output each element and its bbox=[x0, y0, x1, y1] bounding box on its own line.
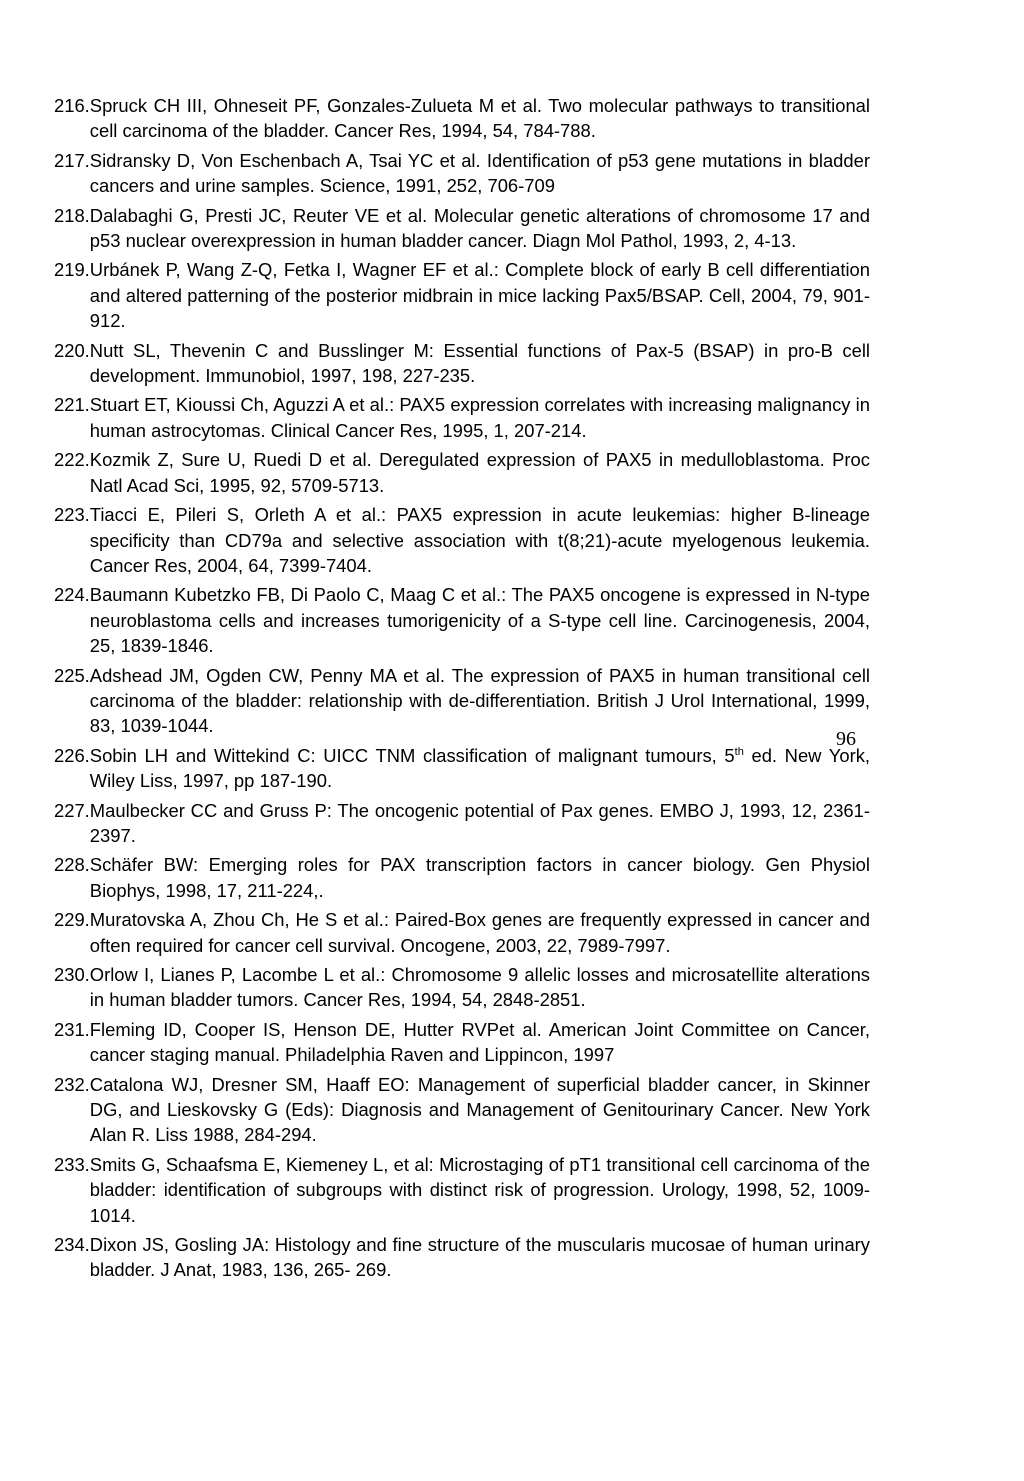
reference-item bbox=[54, 447, 870, 498]
reference-item bbox=[54, 743, 870, 794]
reference-item bbox=[54, 392, 870, 443]
reference-number: 234. bbox=[54, 1234, 90, 1256]
reference-number: 225. bbox=[54, 664, 90, 686]
page-number: 96 bbox=[836, 728, 856, 750]
reference-item bbox=[54, 907, 870, 958]
reference-number: 230. bbox=[54, 964, 90, 985]
reference-number: 222. bbox=[54, 449, 90, 471]
reference-text: Stuart ET, Kioussi Ch, Aguzzi A et al.: PAX5 expression correlates with increasing malignancy in human astrocytomas. Clinical Cancer Res, 1995, 1, 207-214. bbox=[89, 394, 870, 441]
reference-item bbox=[54, 852, 870, 903]
reference-item bbox=[54, 93, 870, 144]
reference-number: 224. bbox=[54, 584, 90, 606]
reference-number: 221. bbox=[54, 394, 90, 416]
reference-text: Schäfer BW: Emerging roles for PAX transcription factors in cancer biology. Gen Physiol Biophys, 1998, 17, 211-224,. bbox=[89, 854, 870, 901]
reference-number: 223. bbox=[54, 504, 90, 526]
reference-text-part: ed. New York, Wiley Liss, 1997, pp 187-190. bbox=[89, 744, 871, 792]
reference-number: 217. bbox=[54, 149, 90, 171]
reference-text: Muratovska A, Zhou Ch, He S et al.: Paired-Box genes are frequently expressed in cancer and often required for cancer cell survival. Oncogene, 2003, 22, 7989-7997. bbox=[89, 909, 870, 956]
reference-number: 233. bbox=[54, 1153, 90, 1175]
reference-text-part: Sobin LH and Wittekind C: UICC TNM classification of malignant tumours, 5 bbox=[89, 744, 735, 766]
reference-number: 227. bbox=[54, 799, 90, 821]
reference-number: 218. bbox=[54, 204, 90, 226]
reference-item bbox=[54, 1017, 870, 1068]
superscript-ordinal: th bbox=[734, 745, 744, 758]
reference-text: Catalona WJ, Dresner SM, Haaff EO: Management of superficial bladder cancer, in Skinner DG, and Lieskovsky G (Eds): Diagnosis and Management of Genitourinary Cancer. New York Alan R. Liss 1988, 284-294. bbox=[89, 1073, 870, 1146]
reference-item bbox=[54, 502, 870, 578]
reference-text: Smits G, Schaafsma E, Kiemeney L, et al: Microstaging of pT1 transitional cell carcinoma of the bladder: identification of subgroups with distinct risk of progression. Urology, 1998, 52, 1009-1014. bbox=[89, 1153, 870, 1226]
reference-number: 226. bbox=[54, 744, 90, 766]
reference-text: Dalabaghi G, Presti JC, Reuter VE et al. Molecular genetic alterations of chromosome 17 and p53 nuclear overexpression in human bladder cancer. Diagn Mol Pathol, 1993, 2, 4-13. bbox=[89, 204, 870, 252]
reference-text: Dixon JS, Gosling JA: Histology and fine structure of the muscularis mucosae of human urinary bladder. J Anat, 1983, 136, 265- 269. bbox=[89, 1234, 870, 1281]
reference-item bbox=[54, 1072, 870, 1148]
reference-number: 216. bbox=[54, 95, 90, 116]
reference-number: 220. bbox=[54, 339, 90, 361]
reference-text: Spruck CH III, Ohneseit PF, Gonzales-Zulueta M et al. Two molecular pathways to transitional cell carcinoma of the bladder. Cancer Res, 1994, 54, 784-788. bbox=[89, 95, 870, 142]
reference-text: Urbánek P, Wang Z-Q, Fetka I, Wagner EF et al.: Complete block of early B cell differentiation and altered patterning of the posterior midbrain in mice lacking Pax5/BSAP. Cell, 2004, 79, 901-912. bbox=[89, 259, 870, 332]
reference-text: Orlow I, Lianes P, Lacombe L et al.: Chromosome 9 allelic losses and microsatellite alterations in human bladder tumors. Cancer Res, 1994, 54, 2848-2851. bbox=[89, 964, 870, 1011]
reference-text: Maulbecker CC and Gruss P: The oncogenic potential of Pax genes. EMBO J, 1993, 12, 2361-2397. bbox=[89, 799, 870, 846]
reference-text: Baumann Kubetzko FB, Di Paolo C, Maag C et al.: The PAX5 oncogene is expressed in N-type neuroblastoma cells and increases tumorigenicity of a S-type cell line. Carcinogenesis, 2004, 25, 1839-1846. bbox=[89, 584, 870, 657]
reference-number: 228. bbox=[54, 854, 90, 876]
reference-text: Tiacci E, Pileri S, Orleth A et al.: PAX5 expression in acute leukemias: higher B-lineage specificity than CD79a and selective association with t(8;21)-acute myelogenous leukemia. Cancer Res, 2004, 64, 7399-7404. bbox=[89, 504, 870, 576]
reference-item bbox=[54, 338, 870, 389]
reference-text: Sidransky D, Von Eschenbach A, Tsai YC et al. Identification of p53 gene mutations in bladder cancers and urine samples. Science, 1991, 252, 706-709 bbox=[89, 149, 870, 197]
reference-number: 232. bbox=[54, 1073, 90, 1095]
reference-text: Fleming ID, Cooper IS, Henson DE, Hutter RVPet al. American Joint Committee on Cancer, cancer staging manual. Philadelphia Raven and Lippincon, 1997 bbox=[89, 1018, 870, 1066]
reference-item bbox=[54, 1232, 870, 1283]
reference-item bbox=[54, 582, 870, 658]
reference-number: 229. bbox=[54, 909, 90, 931]
reference-text: Kozmik Z, Sure U, Ruedi D et al. Deregulated expression of PAX5 in medulloblastoma. Proc Natl Acad Sci, 1995, 92, 5709-5713. bbox=[89, 449, 870, 496]
reference-item bbox=[54, 962, 870, 1013]
reference-number: 219. bbox=[54, 259, 90, 281]
reference-item bbox=[54, 663, 870, 739]
reference-item bbox=[54, 1152, 870, 1228]
reference-list bbox=[54, 93, 870, 1287]
reference-item bbox=[54, 148, 870, 199]
reference-item bbox=[54, 257, 870, 333]
reference-text: Adshead JM, Ogden CW, Penny MA et al. The expression of PAX5 in human transitional cell carcinoma of the bladder: relationship with de-differentiation. British J Urol International, 1999, 83, 1039-1044. bbox=[89, 664, 870, 737]
reference-text bbox=[90, 743, 870, 794]
reference-text: Nutt SL, Thevenin C and Busslinger M: Essential functions of Pax-5 (BSAP) in pro-B cell development. Immunobiol, 1997, 198, 227-235. bbox=[89, 339, 870, 387]
reference-item bbox=[54, 798, 870, 849]
reference-item bbox=[54, 203, 870, 254]
reference-number: 231. bbox=[54, 1018, 90, 1040]
